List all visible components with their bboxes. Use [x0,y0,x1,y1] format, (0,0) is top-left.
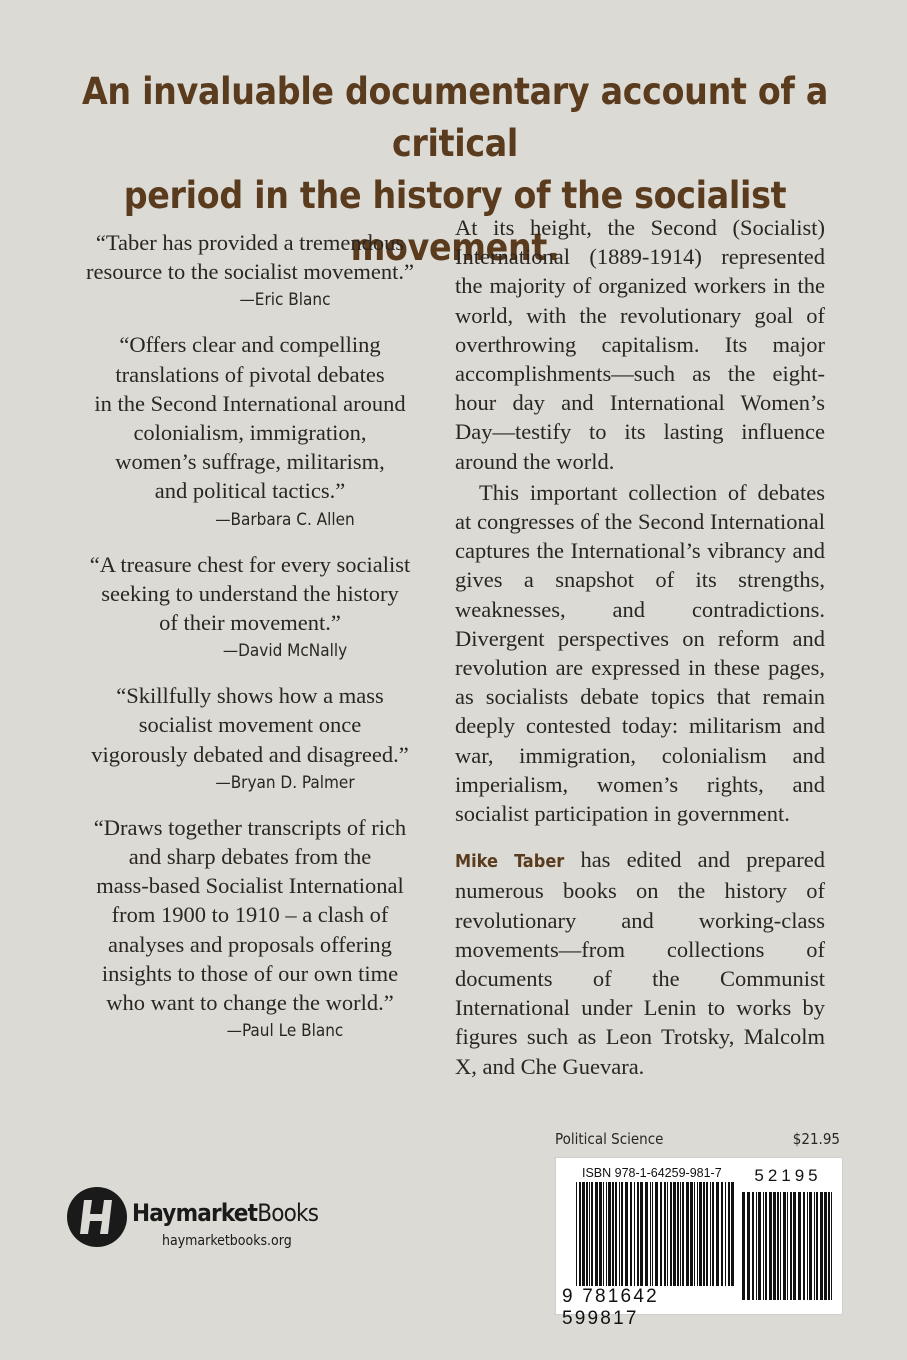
quote-line: in the Second International around [94,390,406,416]
barcode-bar [664,1182,666,1286]
barcode-bar [682,1182,684,1286]
barcode-bar [652,1182,653,1286]
quote-line: vigorously debated and disagreed.” [91,741,409,767]
barcode-bar [630,1182,632,1286]
barcode-bar [706,1182,708,1286]
price-label: $21.95 [792,1130,840,1148]
barcode-bar [686,1182,689,1286]
barcode-bar [667,1182,668,1286]
author-name: Mike Taber [455,851,565,873]
endorsement-quotes [60,228,440,1061]
quote-line: “Offers clear and compelling [119,332,381,358]
quote-line: colonialism, immigration, [133,420,367,446]
quote-line: analyses and proposals offering [108,931,392,957]
quote-line: “Skillfully shows how a mass [116,683,384,709]
barcode-bar [747,1192,750,1300]
quote-line: seeking to understand the history [101,580,399,606]
barcode-bar [625,1182,628,1286]
barcode-bar [809,1192,812,1300]
description-paragraph-2: This important collection of debates at congresses of the Second International captures the International’s vibrancy and gives a snapshot of its strengths, weaknesses, and contradictions. Divergent perspectives on reform and revolution are expressed in these pages, as socialists debate topics that remain deeply contested today: militarism and war, immigration, colonialism and imperialism, women’s rights, and socialist participation in government. [455,479,825,827]
barcode-bar [660,1182,662,1286]
barcode [555,1157,843,1329]
barcode-bar [828,1192,830,1300]
barcode-bar [777,1192,779,1300]
barcode-bar [731,1182,734,1286]
barcode-bar [697,1182,698,1286]
barcode-bar [831,1192,832,1300]
barcode-bar [780,1192,781,1300]
barcode-bar [694,1182,695,1286]
barcode-addon-digits: 52195 [754,1166,822,1185]
quote-line: and political tactics.” [154,478,346,504]
barcode-bar [586,1182,588,1286]
quote-4 [60,681,440,798]
quote-line: “A treasure chest for every socialist [89,551,411,577]
barcode-bar [591,1182,593,1286]
quote-line: “Taber has provided a tremendous [95,230,405,255]
barcode-bar [783,1192,786,1300]
quote-line: “Draws together transcripts of rich [93,814,407,840]
author-bio-text: has edited and prepared numerous books on the history of revolutionary and working-class movements—from collections of documents of the Communist International under Lenin to works by figures such as Leon Trotsky, Malcolm X, and Che Guevara. [455,847,825,1079]
barcode-bars-icon [576,1182,736,1288]
haymarket-logo-icon [66,1186,128,1248]
barcode-bar [608,1182,611,1286]
quote-author: —David McNally [222,641,348,662]
barcode-bar [645,1182,648,1286]
quote-line: of their movement.” [159,610,341,636]
barcode-bar [752,1192,754,1300]
quote-3 [60,550,440,667]
barcode-bar [619,1182,620,1286]
barcode-bar [595,1182,598,1286]
barcode-bar [576,1182,577,1286]
barcode-bar [728,1182,730,1286]
category-label: Political Science [555,1130,664,1148]
barcode-bar [579,1182,581,1286]
barcode-bar [763,1192,764,1300]
barcode-bar [634,1182,635,1286]
barcode-bar [814,1192,815,1300]
headline-line-1: An invaluable documentary account of a critical [81,70,829,165]
quote-line: insights to those of our own time [101,960,399,986]
quote-line: from 1900 to 1910 – a clash of [111,902,389,928]
description [455,213,825,1081]
barcode-bar [787,1192,788,1300]
quote-1 [60,228,440,315]
publisher-name-regular: Books [257,1199,319,1227]
barcode-bar [655,1182,658,1286]
quote-2 [60,330,440,534]
author-bio [455,845,825,1081]
barcode-bar [807,1192,808,1300]
barcode-bar [582,1182,585,1286]
barcode-bar [650,1182,651,1286]
barcode-bar [690,1182,693,1286]
barcode-bar [758,1192,761,1300]
barcode-bar [673,1182,676,1286]
barcode-bar [725,1182,726,1286]
barcode-bar [716,1182,719,1286]
barcode-bar [606,1182,607,1286]
barcode-bar [769,1192,772,1300]
barcode-addon-bars-icon [742,1192,834,1302]
barcode-bar [756,1192,757,1300]
barcode-bar [793,1192,796,1300]
barcode-bar [765,1192,767,1300]
barcode-bar [640,1182,643,1286]
quote-author: —Bryan D. Palmer [215,772,355,793]
barcode-bar [798,1192,801,1300]
publisher-website: haymarketbooks.org [162,1233,292,1249]
headline-line-2: period in the history of the socialist movement. [123,174,787,269]
barcode-bar [612,1182,614,1286]
barcode-bar [589,1182,590,1286]
quote-line: women’s suffrage, militarism, [115,449,385,475]
quote-line: translations of pivotal debates [115,361,385,387]
barcode-bar [824,1192,827,1300]
publisher-name-bold: Haymarket [132,1199,258,1227]
quote-line: and sharp debates from the [128,844,372,870]
quote-5 [60,813,440,1046]
barcode-bar [803,1192,805,1300]
barcode-bar [621,1182,623,1286]
barcode-bar [773,1192,776,1300]
quote-line: mass-based Socialist International [96,873,404,899]
barcode-bar [710,1182,711,1286]
barcode-bar [670,1182,672,1286]
barcode-bar [721,1182,723,1286]
barcode-bar [790,1192,792,1300]
publisher-name [132,1199,318,1227]
barcode-bar [615,1182,617,1286]
barcode-digits: 9 781642 599817 [562,1286,659,1329]
barcode-bar [603,1182,604,1286]
quote-author: —Paul Le Blanc [226,1021,344,1042]
barcode-bar [712,1182,714,1286]
barcode-bar [742,1192,745,1300]
barcode-bar [637,1182,639,1286]
barcode-bar [699,1182,702,1286]
barcode-bar [680,1182,681,1286]
quote-line: socialist movement once [138,712,362,738]
quote-line: who want to change the world.” [106,990,394,1016]
isbn-label: ISBN 978-1-64259-981-7 [582,1166,722,1180]
quote-author: —Barbara C. Allen [215,509,355,530]
barcode-bar [677,1182,679,1286]
barcode-bar [820,1192,823,1300]
barcode-bar [599,1182,602,1286]
quote-author: —Eric Blanc [239,290,331,311]
barcode-bar [703,1182,705,1286]
quote-line: resource to the socialist movement.” [85,259,415,285]
description-paragraph-1: At its height, the Second (Socialist) International (1889-1914) represented the majority of organized workers in the world, with the revolutionary goal of overthrowing capitalism. Its major accomplishments—such as the eight-hour day and International Women’s Day—testify to its lasting influence around the world. [455,215,825,474]
barcode-bar [816,1192,818,1300]
